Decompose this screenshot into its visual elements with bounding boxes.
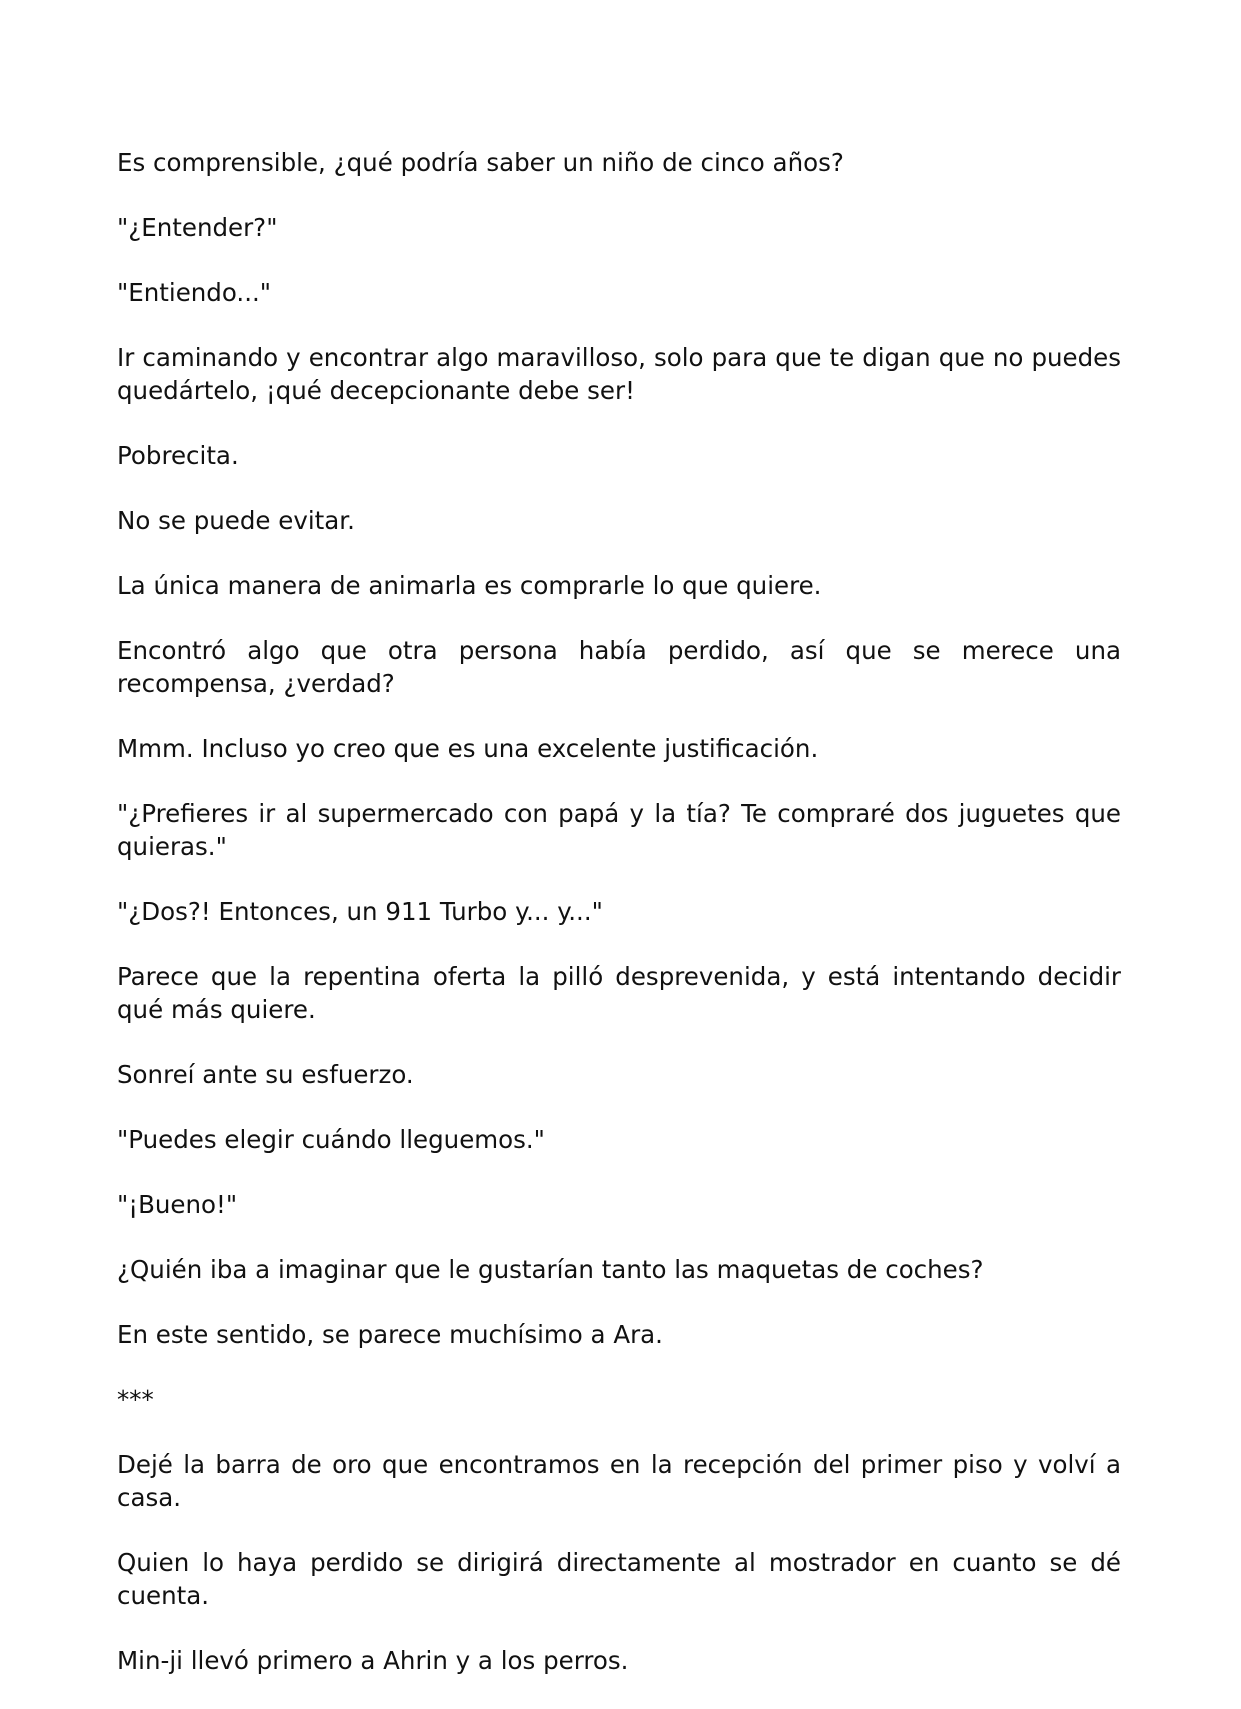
paragraph: Min-ji llevó primero a Ahrin y a los perros.: [117, 1646, 629, 1675]
scene-break: ***: [117, 1385, 154, 1414]
paragraph: La única manera de animarla es comprarle lo que quiere.: [117, 571, 822, 600]
paragraph: "¡Bueno!": [117, 1190, 238, 1219]
paragraph: Ir caminando y encontrar algo maravilloso, solo para que te digan que no puedes quedártelo, ¡qué decepcionante debe ser!: [117, 343, 1121, 405]
paragraph: ¿Quién iba a imaginar que le gustarían tanto las maquetas de coches?: [117, 1255, 984, 1284]
paragraph: "¿Entender?": [117, 213, 278, 242]
paragraph: Sonreí ante su esfuerzo.: [117, 1060, 414, 1089]
paragraph: Quien lo haya perdido se dirigirá directamente al mostrador en cuanto se dé cuenta.: [117, 1548, 1121, 1610]
paragraph: "Entiendo...": [117, 278, 272, 307]
body-text: [117, 146, 1121, 1709]
paragraph: Pobrecita.: [117, 441, 239, 470]
paragraph: Mmm. Incluso yo creo que es una excelente justificación.: [117, 734, 819, 763]
paragraph: "¿Prefieres ir al supermercado con papá y la tía? Te compraré dos juguetes que quieras.": [117, 799, 1121, 861]
paragraph: Encontró algo que otra persona había perdido, así que se merece una recompensa, ¿verdad?: [117, 636, 1121, 698]
paragraph: En este sentido, se parece muchísimo a Ara.: [117, 1320, 663, 1349]
paragraph: Es comprensible, ¿qué podría saber un niño de cinco años?: [117, 148, 844, 177]
paragraph: Parece que la repentina oferta la pilló desprevenida, y está intentando decidir qué más quiere.: [117, 962, 1121, 1024]
paragraph: "¿Dos?! Entonces, un 911 Turbo y... y...": [117, 897, 603, 926]
paragraph: "Puedes elegir cuándo lleguemos.": [117, 1125, 545, 1154]
paragraph: No se puede evitar.: [117, 506, 355, 535]
paragraph: Dejé la barra de oro que encontramos en la recepción del primer piso y volví a casa.: [117, 1450, 1121, 1512]
